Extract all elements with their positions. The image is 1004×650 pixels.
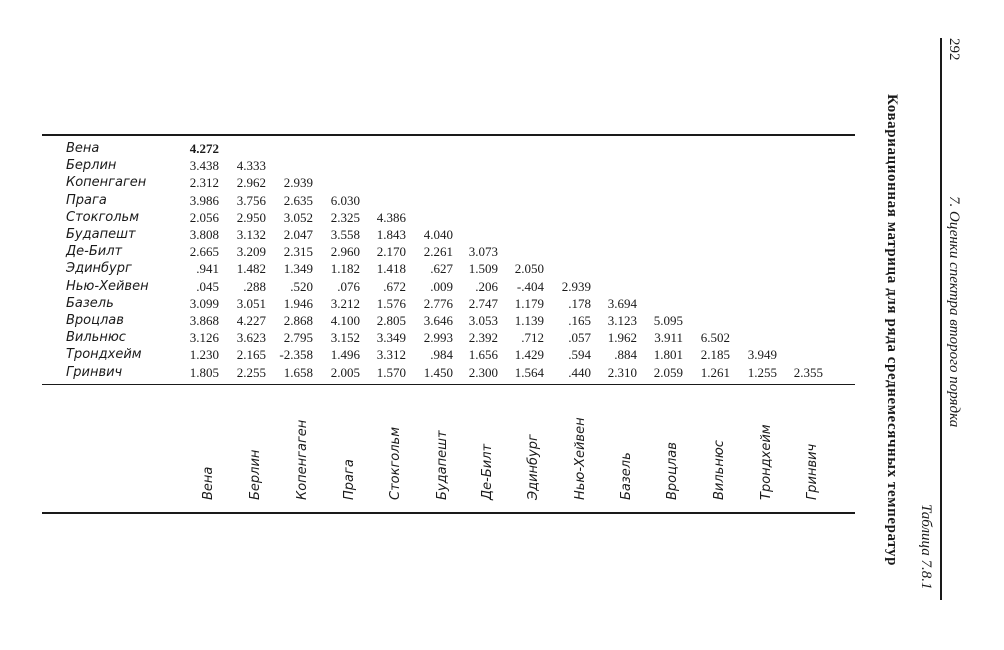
table-cell: 2.315	[283, 244, 313, 260]
table-cell: 2.170	[376, 244, 406, 260]
table-cell: 3.123	[607, 313, 637, 328]
table-cell: 3.646	[423, 313, 453, 328]
row-label: Прага	[66, 192, 107, 208]
table-cell: 1.509	[468, 261, 498, 277]
table-cell: 2.635	[283, 192, 313, 208]
table-cell: 2.939	[283, 175, 313, 191]
table-cell: 1.843	[376, 227, 406, 242]
row-label: Стокгольм	[66, 209, 140, 225]
table-cell: 2.050	[514, 261, 544, 277]
table-cell: 1.576	[376, 295, 406, 311]
table-cell: .165	[568, 313, 591, 328]
table-cell: 3.099	[189, 295, 219, 311]
column-header: Эдинбург	[526, 434, 541, 500]
table-cell: 2.261	[423, 244, 453, 260]
table-cell: 2.059	[653, 364, 683, 380]
column-header: Базель	[619, 452, 634, 500]
column-header: Прага	[342, 459, 357, 500]
table-cell: -2.358	[279, 347, 313, 363]
table-cell: .984	[430, 347, 453, 363]
table-cell: 1.255	[747, 364, 777, 380]
table-top-rule	[42, 134, 855, 136]
column-header: Трондхейм	[759, 424, 774, 500]
row-label: Де-Билт	[66, 244, 123, 260]
table-cell: 1.429	[514, 347, 544, 363]
column-header: Будапешт	[435, 430, 450, 500]
table-cell: 2.747	[468, 295, 498, 311]
table-cell: 2.185	[700, 347, 730, 363]
row-label: Берлин	[66, 158, 117, 174]
table-cell: 4.333	[236, 158, 266, 174]
table-cell: 1.962	[607, 330, 637, 346]
table-cell: 2.939	[561, 278, 591, 294]
table-cell: 3.132	[236, 227, 266, 242]
table-cell: .076	[337, 278, 360, 294]
table-cell: 4.272	[189, 141, 219, 156]
table-cell: 5.095	[653, 313, 683, 328]
table-cell: 1.656	[468, 347, 498, 363]
table-cell: 2.056	[189, 209, 219, 225]
table-cell: .057	[568, 330, 591, 346]
table-cell: .627	[430, 261, 453, 277]
table-cell: 1.805	[189, 364, 219, 380]
table-cell: 2.795	[283, 330, 313, 346]
header-rule	[940, 38, 942, 600]
table-cell: 2.300	[468, 364, 498, 380]
column-header: Копенгаген	[295, 419, 310, 500]
table-cell: .178	[568, 295, 591, 311]
table-cell: 1.182	[330, 261, 360, 277]
column-header: Берлин	[248, 449, 263, 500]
table-cell: 3.949	[747, 347, 777, 363]
table-cell: 1.658	[283, 364, 313, 380]
table-cell: 1.570	[376, 364, 406, 380]
column-header: Нью-Хейвен	[573, 417, 588, 500]
table-cell: 6.030	[330, 192, 360, 208]
table-cell: 2.868	[283, 313, 313, 328]
row-label: Эдинбург	[66, 261, 132, 277]
table-cell: .712	[521, 330, 544, 346]
table-cell: 1.349	[283, 261, 313, 277]
table-cell: 3.868	[189, 313, 219, 328]
table-cell: 3.126	[189, 330, 219, 346]
table-cell: 1.496	[330, 347, 360, 363]
table-cell: 2.392	[468, 330, 498, 346]
row-label: Копенгаген	[66, 175, 147, 191]
table-cell: 3.152	[330, 330, 360, 346]
column-header: Вильнюс	[712, 440, 727, 500]
table-mid-rule	[42, 384, 855, 385]
table-cell: 1.801	[653, 347, 683, 363]
column-header: Вена	[201, 466, 216, 500]
table-cell: 2.005	[330, 364, 360, 380]
table-cell: 3.558	[330, 227, 360, 242]
table-cell: 2.355	[793, 364, 823, 380]
table-cell: 3.212	[330, 295, 360, 311]
row-label: Трондхейм	[66, 347, 142, 363]
table-cell: -.404	[516, 278, 544, 294]
table-cell: 2.960	[330, 244, 360, 260]
table-cell: 4.040	[423, 227, 453, 242]
table-cell: .440	[568, 364, 591, 380]
table-cell: 1.946	[283, 295, 313, 311]
table-cell: .594	[568, 347, 591, 363]
table-title: Ковариационная матрица для ряда среднемесячных температур	[884, 94, 900, 567]
table-cell: 6.502	[700, 330, 730, 346]
table-cell: 1.261	[700, 364, 730, 380]
column-header: Де-Билт	[480, 443, 495, 500]
table-cell: 2.325	[330, 209, 360, 225]
table-cell: 2.962	[236, 175, 266, 191]
row-label: Вроцлав	[66, 313, 124, 328]
table-cell: 4.386	[376, 209, 406, 225]
table-cell: 3.808	[189, 227, 219, 242]
table-cell: 3.438	[189, 158, 219, 174]
table-cell: .206	[475, 278, 498, 294]
table-cell: 3.911	[654, 330, 683, 346]
row-label: Будапешт	[66, 227, 136, 242]
table-cell: 2.950	[236, 209, 266, 225]
table-cell: 3.986	[189, 192, 219, 208]
table-cell: 2.665	[189, 244, 219, 260]
table-cell: 3.053	[468, 313, 498, 328]
table-cell: 2.805	[376, 313, 406, 328]
table-cell: 3.623	[236, 330, 266, 346]
table-cell: .045	[196, 278, 219, 294]
page-number: 292	[946, 38, 962, 61]
table-cell: 3.073	[468, 244, 498, 260]
table-cell: .288	[243, 278, 266, 294]
table-cell: 4.227	[236, 313, 266, 328]
table-cell: 2.993	[423, 330, 453, 346]
table-cell: 2.312	[189, 175, 219, 191]
table-cell: .520	[290, 278, 313, 294]
table-cell: 2.776	[423, 295, 453, 311]
running-header: 7. Оценки спектра второго порядка	[946, 196, 962, 428]
column-header: Вроцлав	[665, 442, 680, 500]
table-cell: 1.179	[514, 295, 544, 311]
table-cell: 3.051	[236, 295, 266, 311]
column-header: Гринвич	[805, 443, 820, 500]
table-cell: 1.418	[376, 261, 406, 277]
table-cell: 2.310	[607, 364, 637, 380]
table-cell: 1.139	[514, 313, 544, 328]
row-label: Вильнюс	[66, 330, 126, 346]
table-cell: 3.756	[236, 192, 266, 208]
table-cell: 3.694	[607, 295, 637, 311]
table-cell: 2.255	[236, 364, 266, 380]
table-cell: 4.100	[330, 313, 360, 328]
table-cell: 2.165	[236, 347, 266, 363]
table-cell: 1.450	[423, 364, 453, 380]
table-cell: 1.564	[514, 364, 544, 380]
table-label: Таблица 7.8.1	[918, 504, 934, 590]
table-cell: 3.052	[283, 209, 313, 225]
column-header: Стокгольм	[388, 426, 403, 500]
table-cell: .009	[430, 278, 453, 294]
table-cell: 1.230	[189, 347, 219, 363]
row-label: Нью-Хейвен	[66, 278, 149, 294]
table-bottom-rule	[42, 512, 855, 514]
row-label: Вена	[66, 141, 100, 156]
table-cell: 1.482	[236, 261, 266, 277]
table-cell: .941	[196, 261, 219, 277]
table-cell: 3.349	[376, 330, 406, 346]
table-cell: 3.312	[376, 347, 406, 363]
row-label: Гринвич	[66, 364, 123, 380]
table-cell: 3.209	[236, 244, 266, 260]
table-cell: .672	[383, 278, 406, 294]
table-cell: 2.047	[283, 227, 313, 242]
table-cell: .884	[614, 347, 637, 363]
row-label: Базель	[66, 295, 114, 311]
